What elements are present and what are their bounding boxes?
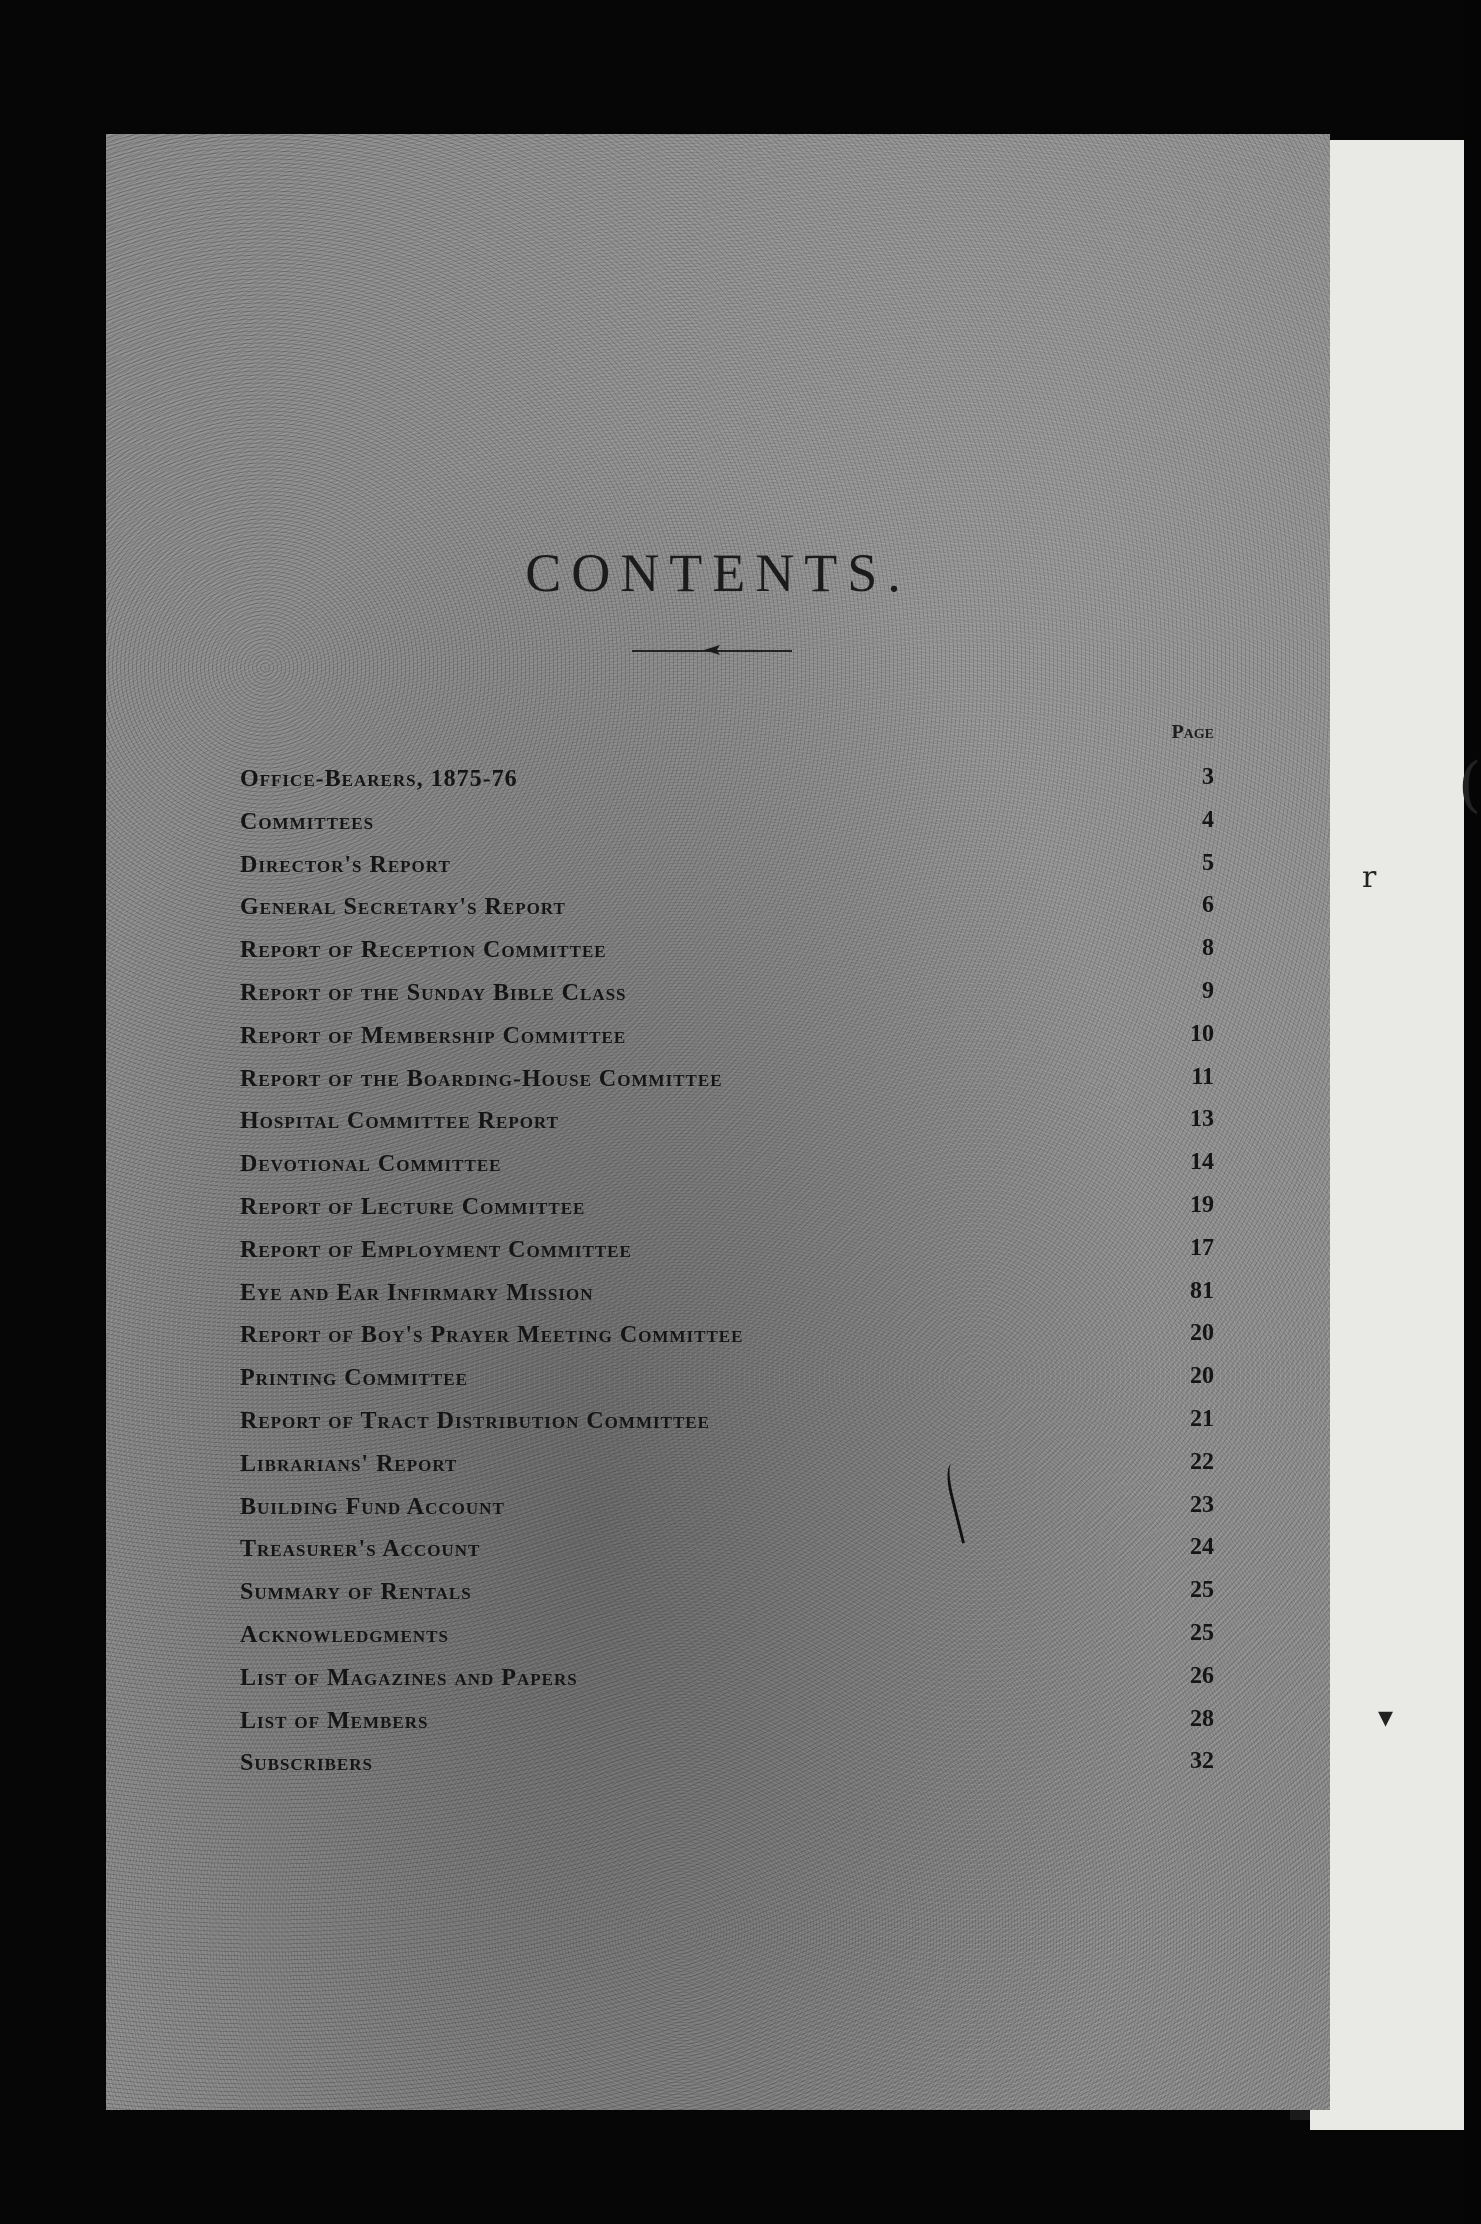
toc-entry: [240, 972, 1214, 1015]
toc-entry: [240, 844, 1214, 887]
toc-entry: [240, 1528, 1214, 1571]
adjacent-page-mark: (: [1458, 750, 1481, 820]
toc-entry-page: 23: [1190, 1491, 1214, 1518]
toc-entry-page: 19: [1190, 1191, 1214, 1218]
toc-entry: [240, 1486, 1214, 1529]
toc-entry: [240, 1100, 1214, 1143]
toc-entry-title: Director's Report: [240, 851, 451, 878]
toc-entry-page: 20: [1190, 1320, 1214, 1347]
toc-entry-title: Librarians' Report: [240, 1450, 458, 1477]
toc-entry-page: 5: [1202, 849, 1214, 876]
toc-entry: [240, 801, 1214, 844]
contents-list: [240, 758, 1214, 1785]
toc-entry-page: 17: [1190, 1234, 1214, 1261]
toc-entry-title: Report of Lecture Committee: [240, 1193, 586, 1220]
toc-entry-page: 22: [1190, 1448, 1214, 1475]
toc-entry-page: 20: [1190, 1363, 1214, 1390]
toc-entry-page: 4: [1202, 806, 1214, 833]
toc-entry: [240, 1314, 1214, 1357]
toc-entry-title: Eye and Ear Infirmary Mission: [240, 1279, 594, 1306]
toc-entry-title: Devotional Committee: [240, 1151, 502, 1178]
toc-entry-page: 9: [1202, 977, 1214, 1004]
toc-entry-title: Report of Membership Committee: [240, 1022, 627, 1049]
toc-entry: [240, 1571, 1214, 1614]
toc-entry: [240, 1400, 1214, 1443]
toc-entry: [240, 1443, 1214, 1486]
toc-entry-page: 11: [1191, 1063, 1214, 1090]
toc-entry: [240, 1229, 1214, 1272]
adjacent-page-mark: r: [1362, 860, 1377, 895]
toc-entry: [240, 1742, 1214, 1785]
toc-entry: [240, 1614, 1214, 1657]
toc-entry: [240, 1015, 1214, 1058]
page-title: CONTENTS.: [525, 543, 911, 603]
toc-entry: [240, 1657, 1214, 1700]
toc-entry: [240, 1143, 1214, 1186]
toc-entry-page: 26: [1190, 1662, 1214, 1689]
toc-entry: [240, 1700, 1214, 1743]
toc-entry-title: Subscribers: [240, 1750, 373, 1777]
adjacent-page-mark: ▾: [1378, 1700, 1394, 1735]
toc-entry: [240, 758, 1214, 801]
toc-entry-page: 3: [1202, 764, 1214, 790]
toc-entry-page: 32: [1190, 1748, 1214, 1775]
toc-entry-page: 8: [1202, 935, 1214, 962]
toc-entry-page: 10: [1190, 1020, 1214, 1047]
toc-entry-title: Acknowledgments: [240, 1621, 449, 1648]
toc-entry-title: Building Fund Account: [240, 1493, 505, 1520]
toc-entry-page: 28: [1190, 1705, 1214, 1732]
contents-page: [106, 134, 1330, 2110]
toc-entry: [240, 1357, 1214, 1400]
toc-entry-title: Hospital Committee Report: [240, 1108, 559, 1135]
toc-entry-page: 81: [1190, 1277, 1214, 1304]
toc-entry-title: Report of the Sunday Bible Class: [240, 979, 627, 1006]
toc-entry-title: List of Magazines and Papers: [240, 1664, 578, 1691]
toc-entry-page: 25: [1190, 1577, 1214, 1604]
toc-entry-title: Printing Committee: [240, 1365, 468, 1392]
toc-entry-title: Summary of Rentals: [240, 1579, 472, 1606]
toc-entry-page: 14: [1190, 1149, 1214, 1176]
adjacent-page-edge: [1310, 140, 1481, 2130]
toc-entry-title: List of Members: [240, 1707, 429, 1734]
toc-entry: [240, 1272, 1214, 1315]
toc-entry-page: 6: [1202, 892, 1214, 919]
toc-entry-title: Treasurer's Account: [240, 1536, 481, 1563]
toc-entry: [240, 1186, 1214, 1229]
toc-entry: [240, 929, 1214, 972]
toc-entry-title: Report of Reception Committee: [240, 937, 607, 964]
toc-entry-title: Report of Boy's Prayer Meeting Committee: [240, 1322, 744, 1349]
toc-entry-title: Office-Bearers, 1875-76: [240, 766, 518, 792]
toc-entry-title: Report of Employment Committee: [240, 1236, 632, 1263]
page-column-label: Page: [1171, 721, 1214, 743]
toc-entry-page: 25: [1190, 1619, 1214, 1646]
toc-entry: [240, 1058, 1214, 1101]
toc-entry-title: Committees: [240, 808, 375, 835]
toc-entry: [240, 886, 1214, 929]
toc-entry-title: Report of the Boarding-House Committee: [240, 1065, 723, 1092]
toc-entry-page: 13: [1190, 1106, 1214, 1133]
toc-entry-title: Report of Tract Distribution Committee: [240, 1407, 710, 1434]
toc-entry-page: 21: [1190, 1405, 1214, 1432]
toc-entry-page: 24: [1190, 1534, 1214, 1561]
toc-entry-title: General Secretary's Report: [240, 894, 566, 921]
